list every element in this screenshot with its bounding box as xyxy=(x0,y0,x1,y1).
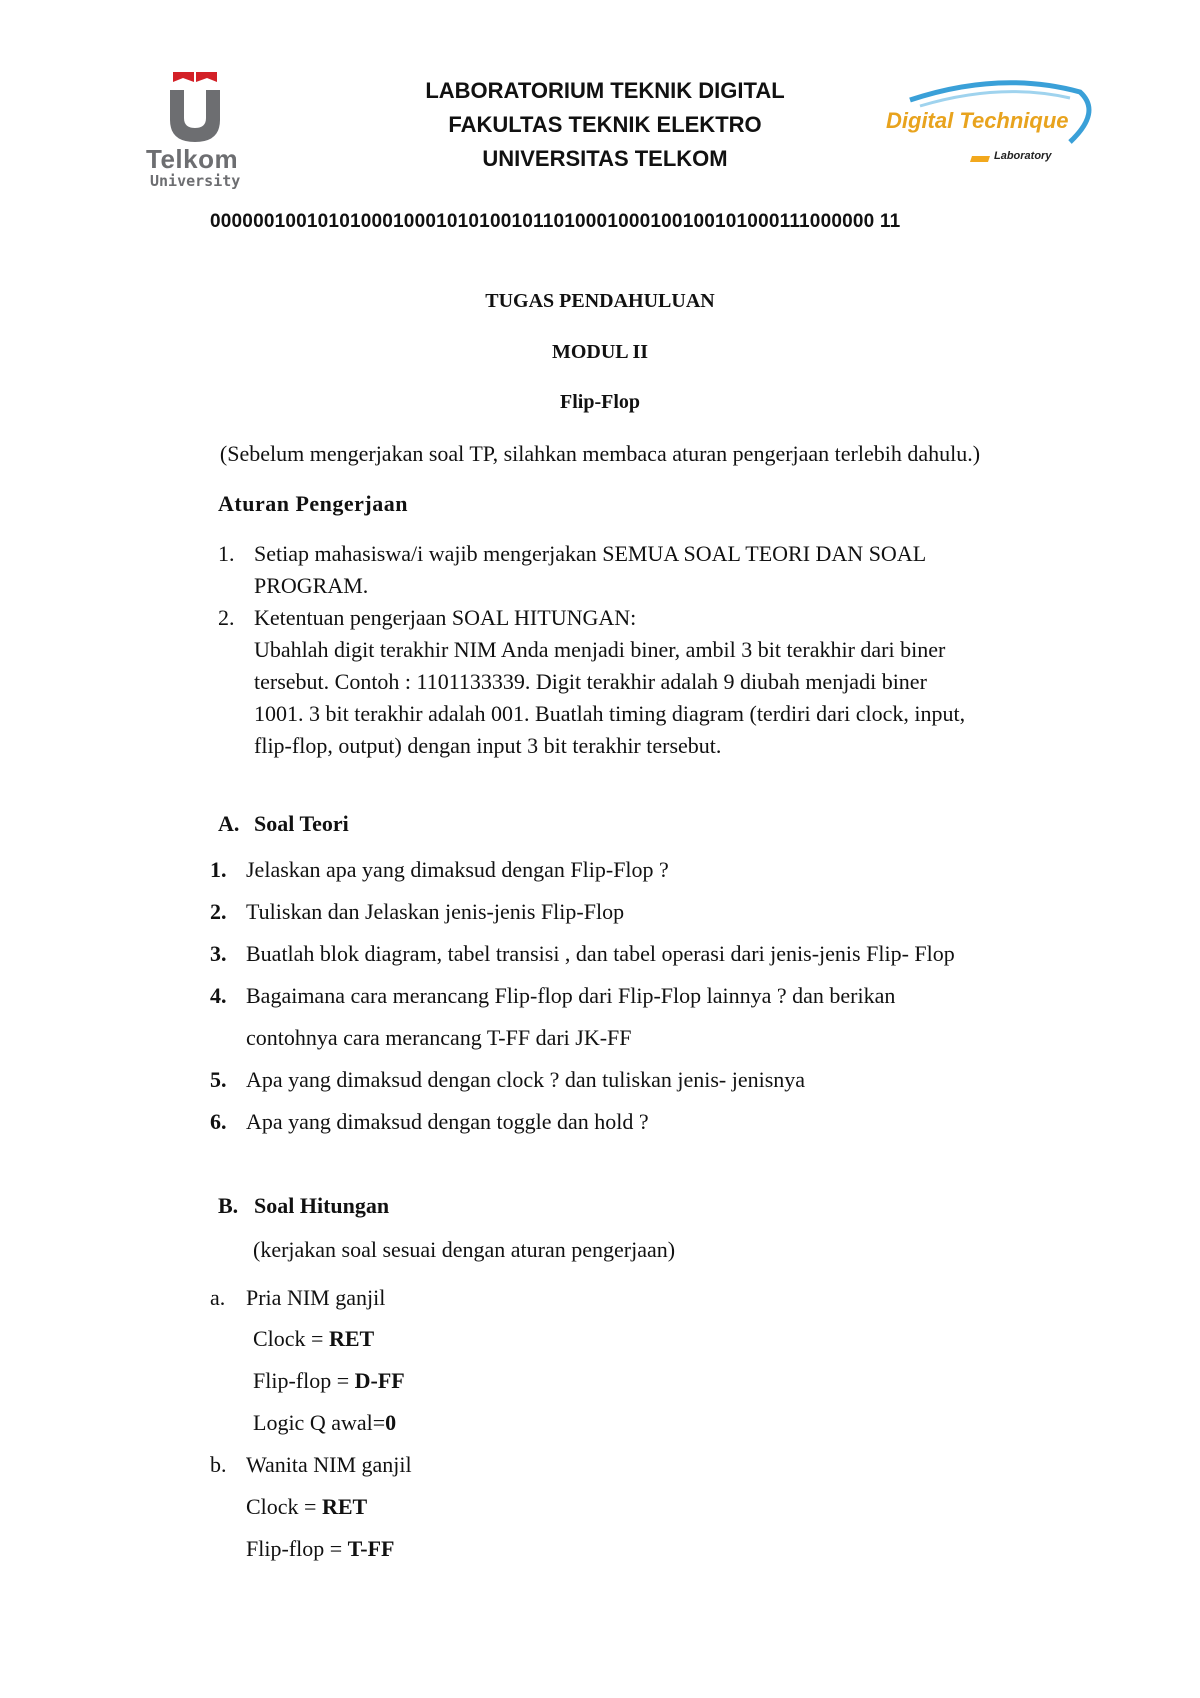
telkom-emblem-icon xyxy=(140,68,250,148)
rules-item-number: 1. xyxy=(218,541,235,566)
rules-item-line: PROGRAM. xyxy=(254,573,369,598)
section-b-note: (kerjakan soal sesuai dengan aturan pengerjaan) xyxy=(253,1237,676,1262)
rules-item-line: Ketentuan pengerjaan SOAL HITUNGAN: xyxy=(254,605,637,630)
question-text: Apa yang dimaksud dengan clock ? dan tuliskan jenis- jenisnya xyxy=(246,1067,806,1092)
clock-value: RET xyxy=(321,1494,368,1519)
rules-item-1 xyxy=(218,538,1078,602)
question-text: Apa yang dimaksud dengan toggle dan hold ? xyxy=(246,1109,649,1134)
logic-q-value: 0 xyxy=(385,1410,397,1435)
binary-code: 00000010010101000100010101001011010001000100100101000111000000 11 xyxy=(210,211,901,232)
question-5 xyxy=(210,1064,805,1096)
header-title xyxy=(360,74,850,176)
clock-value: RET xyxy=(328,1326,375,1351)
section-b-letter: B. xyxy=(218,1193,239,1218)
case-b-title: Wanita NIM ganjil xyxy=(246,1452,412,1477)
intro-note: (Sebelum mengerjakan soal TP, silahkan membaca aturan pengerjaan terlebih dahulu.) xyxy=(219,441,981,466)
question-text: Tuliskan dan Jelaskan jenis-jenis Flip-Flop xyxy=(246,899,625,924)
header-line-2: FAKULTAS TEKNIK ELEKTRO xyxy=(448,112,762,137)
topic-title: Flip-Flop xyxy=(559,391,640,413)
rules-item-line: Ubahlah digit terakhir NIM Anda menjadi biner, ambil 3 bit terakhir dari biner xyxy=(254,637,946,662)
case-a-title: Pria NIM ganjil xyxy=(246,1285,386,1310)
question-number: 5. xyxy=(210,1067,227,1092)
rules-item-line: Setiap mahasiswa/i wajib mengerjakan SEMUA SOAL TEORI DAN SOAL xyxy=(254,541,927,566)
question-4 xyxy=(210,980,895,1012)
section-a-title: Soal Teori xyxy=(254,811,349,836)
case-b-flipflop xyxy=(246,1533,395,1565)
flipflop-value: T-FF xyxy=(347,1536,395,1561)
clock-label: Clock = xyxy=(253,1326,329,1351)
case-a-label: a. xyxy=(210,1285,226,1310)
telkom-university-logo xyxy=(140,68,250,193)
question-number: 3. xyxy=(210,941,227,966)
section-a-letter: A. xyxy=(218,811,240,836)
case-a-clock xyxy=(253,1323,374,1355)
question-number: 1. xyxy=(210,857,227,882)
header-line-3: UNIVERSITAS TELKOM xyxy=(482,146,728,171)
digital-technique-text: Digital Technique xyxy=(886,108,1069,133)
rules-item-line: 1001. 3 bit terakhir adalah 001. Buatlah timing diagram (terdiri dari clock, input, xyxy=(254,701,966,726)
question-2 xyxy=(210,896,624,928)
module-title: MODUL II xyxy=(551,341,649,363)
question-number: 2. xyxy=(210,899,227,924)
question-text: Jelaskan apa yang dimaksud dengan Flip-Flop ? xyxy=(246,857,669,882)
question-text: Buatlah blok diagram, tabel transisi , dan tabel operasi dari jenis-jenis Flip- Flop xyxy=(246,941,955,966)
digital-technique-logo xyxy=(880,72,1102,172)
question-3 xyxy=(210,938,955,970)
case-b-label: b. xyxy=(210,1452,227,1477)
document-title: TUGAS PENDAHULUAN xyxy=(485,290,715,312)
case-a-flipflop xyxy=(253,1365,405,1397)
flipflop-value: D-FF xyxy=(354,1368,405,1393)
rules-heading: Aturan Pengerjaan xyxy=(218,491,408,516)
header-line-1: LABORATORIUM TEKNIK DIGITAL xyxy=(425,78,785,103)
case-b-clock xyxy=(246,1491,367,1523)
telkom-logo-text: Telkom xyxy=(146,144,239,174)
section-a-heading xyxy=(218,811,349,837)
rules-item-2 xyxy=(218,602,1078,762)
flipflop-label: Flip-flop = xyxy=(246,1536,348,1561)
flipflop-label: Flip-flop = xyxy=(253,1368,355,1393)
clock-label: Clock = xyxy=(246,1494,322,1519)
rules-item-line: tersebut. Contoh : 1101133339. Digit terakhir adalah 9 diubah menjadi biner xyxy=(254,669,927,694)
section-b-title: Soal Hitungan xyxy=(254,1193,390,1218)
question-6 xyxy=(210,1106,649,1138)
question-text: Bagaimana cara merancang Flip-flop dari Flip-Flop lainnya ? dan berikan xyxy=(246,983,896,1008)
university-logo-text: University xyxy=(150,172,241,190)
section-b-heading xyxy=(218,1193,389,1219)
logic-q-label: Logic Q awal= xyxy=(253,1410,386,1435)
question-number: 4. xyxy=(210,983,227,1008)
case-b xyxy=(210,1449,412,1481)
question-4-continued: contohnya cara merancang T-FF dari JK-FF xyxy=(246,1025,632,1050)
case-a xyxy=(210,1282,385,1314)
question-1 xyxy=(210,854,669,886)
question-number: 6. xyxy=(210,1109,227,1134)
laboratory-text: Laboratory xyxy=(994,150,1052,162)
rules-item-line: flip-flop, output) dengan input 3 bit terakhir tersebut. xyxy=(254,733,722,758)
case-a-logic-q xyxy=(253,1407,396,1439)
rules-item-number: 2. xyxy=(218,605,235,630)
